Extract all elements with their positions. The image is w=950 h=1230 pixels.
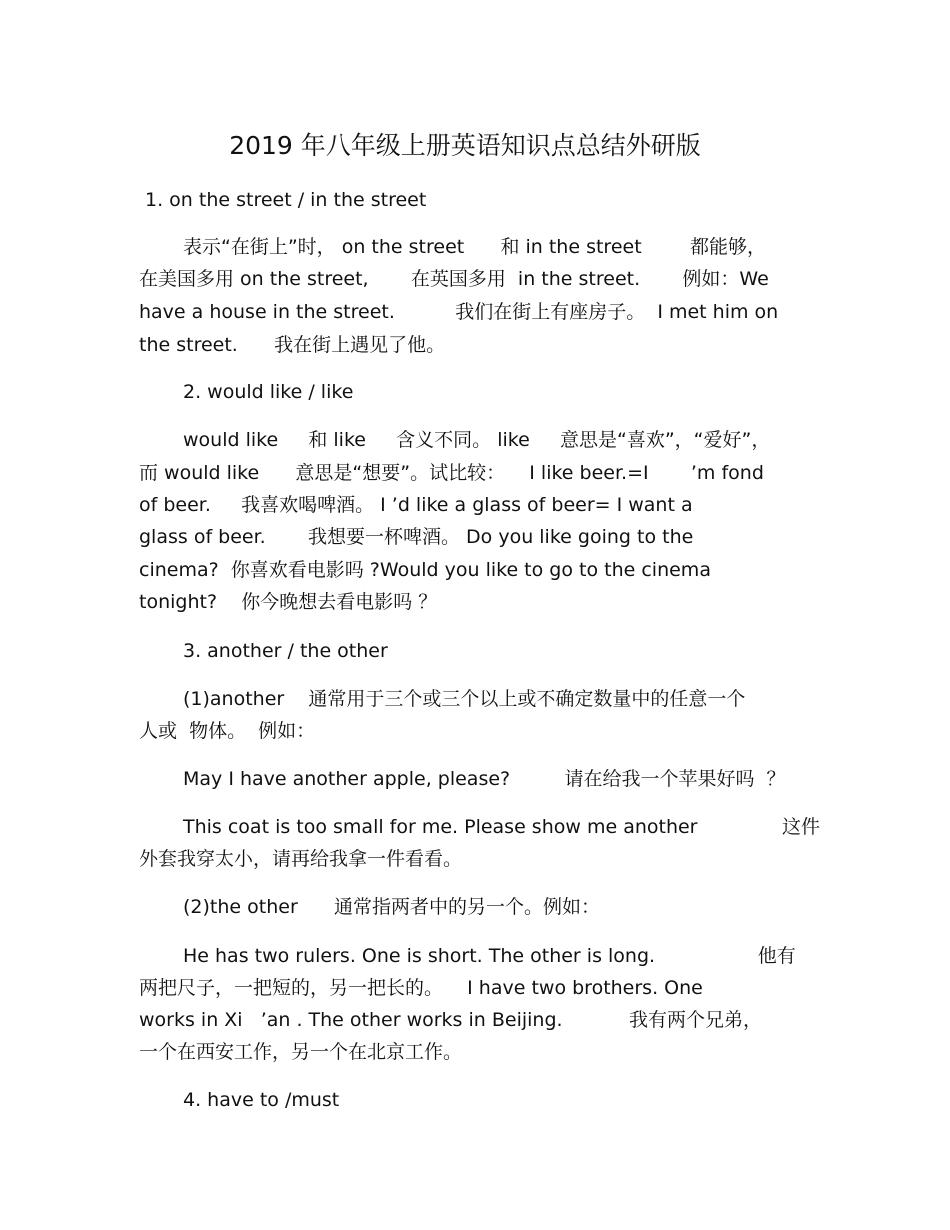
paragraph-line: the street. 我在街上遇见了他。 [139, 334, 446, 356]
paragraph-line: glass of beer. 我想要一杯啤酒。 Do you like going to the [139, 526, 694, 548]
paragraph-line: tonight? 你今晚想去看电影吗 ？ [139, 591, 438, 613]
example-line: May I have another apple, please? 请在给我一个苹果好吗 ？ [183, 768, 786, 790]
paragraph-line: have a house in the street. 我们在街上有座房子。 I met him on [139, 301, 779, 323]
example-line: works in Xi ’an . The other works in Beijing. 我有两个兄弟， [139, 1009, 762, 1031]
paragraph-line: 而 would like 意思是“想要”。试比较： I like beer.=I ’m fond [139, 462, 764, 484]
section-heading-4: 4. have to /must [183, 1089, 340, 1111]
paragraph-line: of beer. 我喜欢喝啤酒。 I ’d like a glass of beer= I want a [139, 494, 693, 516]
example-line: This coat is too small for me. Please show me another 这件 [183, 816, 821, 838]
example-line: 一个在西安工作，另一个在北京工作。 [139, 1041, 463, 1063]
paragraph-line: (2)the other 通常指两者中的另一个。例如： [183, 896, 600, 918]
paragraph-line: would like 和 like 含义不同。 like 意思是“喜欢”，“爱好”， [183, 429, 771, 451]
paragraph-line: (1)another 通常用于三个或三个以上或不确定数量中的任意一个 [183, 688, 746, 710]
example-line: 外套我穿太小，请再给我拿一件看看。 [139, 848, 463, 870]
paragraph-line: 人或 物体。 例如： [139, 720, 316, 742]
section-heading-2: 2. would like / like [183, 381, 354, 403]
section-heading-3: 3. another / the other [183, 640, 388, 662]
section-heading-1: 1. on the street / in the street [145, 189, 427, 211]
document-title: 2019 年八年级上册英语知识点总结外研版 [229, 131, 701, 160]
paragraph-line: 表示“在街上”时， on the street 和 in the street 都能够， [183, 236, 766, 258]
paragraph-line: cinema? 你喜欢看电影吗 ?Would you like to go to the cinema [139, 559, 711, 581]
example-line: 两把尺子，一把短的，另一把长的。 I have two brothers. One [139, 977, 703, 999]
example-line: He has two rulers. One is short. The other is long. 他有 [183, 945, 796, 967]
paragraph-line: 在美国多用 on the street, 在英国多用 in the street. 例如：We [139, 268, 769, 290]
